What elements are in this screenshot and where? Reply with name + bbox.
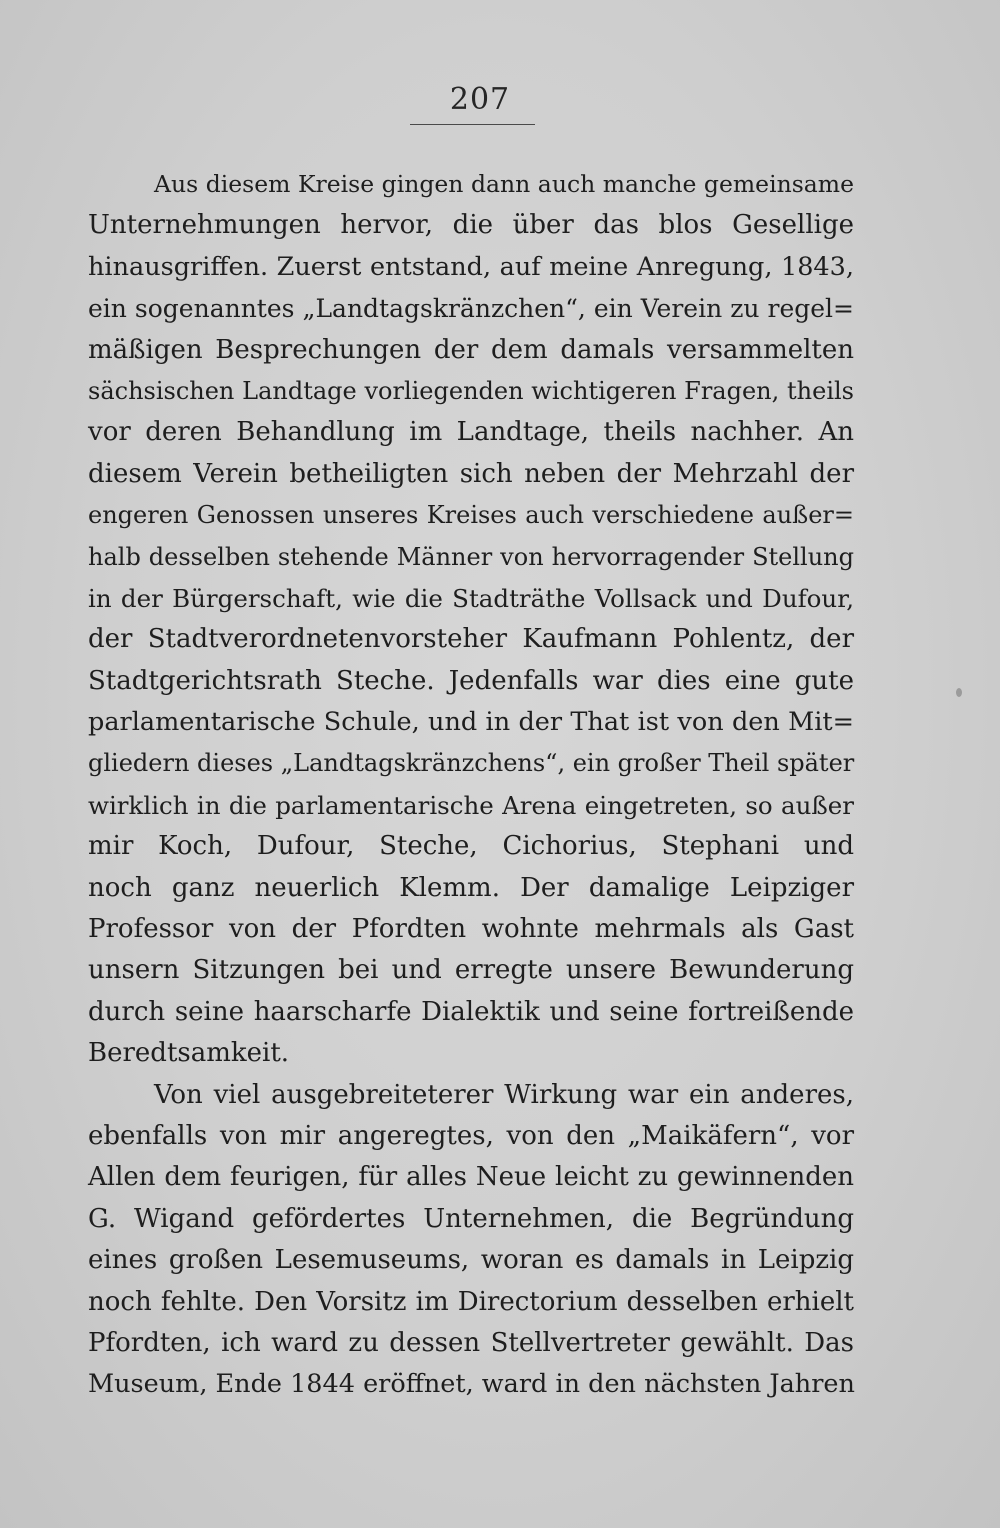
- header-rule: [410, 124, 535, 125]
- text-line: eines großen Lesemuseums, woran es damals in Leipzig: [88, 1245, 854, 1276]
- body-text: [88, 164, 854, 1406]
- text-line: noch fehlte. Den Vorsitz im Directorium desselben erhielt: [88, 1286, 854, 1317]
- text-line: Unternehmungen hervor, die über das blos Gesellige: [88, 210, 854, 241]
- text-line: ebenfalls von mir angeregtes, von den „Maikäfern“, vor: [88, 1120, 854, 1151]
- paragraph-1: [88, 164, 854, 1075]
- text-line: durch seine haarscharfe Dialektik und seine fortreißende: [88, 996, 854, 1027]
- page-number: 207: [449, 82, 511, 117]
- text-line: in der Bürgerschaft, wie die Stadträthe Vollsack und Dufour,: [88, 583, 854, 613]
- text-line: Professor von der Pfordten wohnte mehrmals als Gast: [88, 914, 854, 945]
- text-line: Beredtsamkeit.: [88, 1038, 290, 1069]
- text-line: Aus diesem Kreise gingen dann auch manche gemeinsame: [154, 170, 854, 198]
- text-line: halb desselben stehende Männer von hervorragender Stellung: [88, 542, 854, 571]
- text-line: hinausgriffen. Zuerst entstand, auf meine Anregung, 1843,: [88, 251, 854, 282]
- text-line: Museum, Ende 1844 eröffnet, ward in den nächsten Jahren: [88, 1369, 855, 1400]
- text-line: G. Wigand gefördertes Unternehmen, die Begründung: [88, 1203, 854, 1234]
- paper-speck: [956, 688, 962, 697]
- text-line: ein sogenanntes „Landtagskränzchen“, ein Verein zu regel=: [88, 294, 854, 324]
- text-line: Pfordten, ich ward zu dessen Stellvertreter gewählt. Das: [88, 1327, 854, 1358]
- text-line: engeren Genossen unseres Kreises auch verschiedene außer=: [88, 501, 854, 530]
- text-line: mäßigen Besprechungen der dem damals versammelten: [88, 334, 854, 365]
- text-line: der Stadtverordnetenvorsteher Kaufmann Pohlentz, der: [88, 624, 854, 655]
- text-line: mir Koch, Dufour, Steche, Cichorius, Stephani und: [88, 831, 854, 862]
- text-line: Von viel ausgebreiteterer Wirkung war ein anderes,: [154, 1079, 854, 1110]
- text-line: gliedern dieses „Landtagskränzchens“, ein großer Theil später: [88, 749, 855, 778]
- text-line: Allen dem feurigen, für alles Neue leicht zu gewinnenden: [88, 1162, 854, 1193]
- text-line: vor deren Behandlung im Landtage, theils nachher. An: [88, 417, 854, 448]
- text-line: diesem Verein betheiligten sich neben der Mehrzahl der: [88, 458, 854, 489]
- paragraph-2: [88, 1075, 854, 1406]
- text-line: sächsischen Landtage vorliegenden wichtigeren Fragen, theils: [88, 376, 854, 405]
- text-line: Stadtgerichtsrath Steche. Jedenfalls war dies eine gute: [88, 665, 854, 696]
- text-line: unsern Sitzungen bei und erregte unsere Bewunderung: [88, 955, 854, 986]
- text-line: parlamentarische Schule, und in der That ist von den Mit=: [88, 707, 854, 738]
- text-line: wirklich in die parlamentarische Arena eingetreten, so außer: [88, 790, 854, 820]
- text-line: noch ganz neuerlich Klemm. Der damalige Leipziger: [88, 872, 854, 903]
